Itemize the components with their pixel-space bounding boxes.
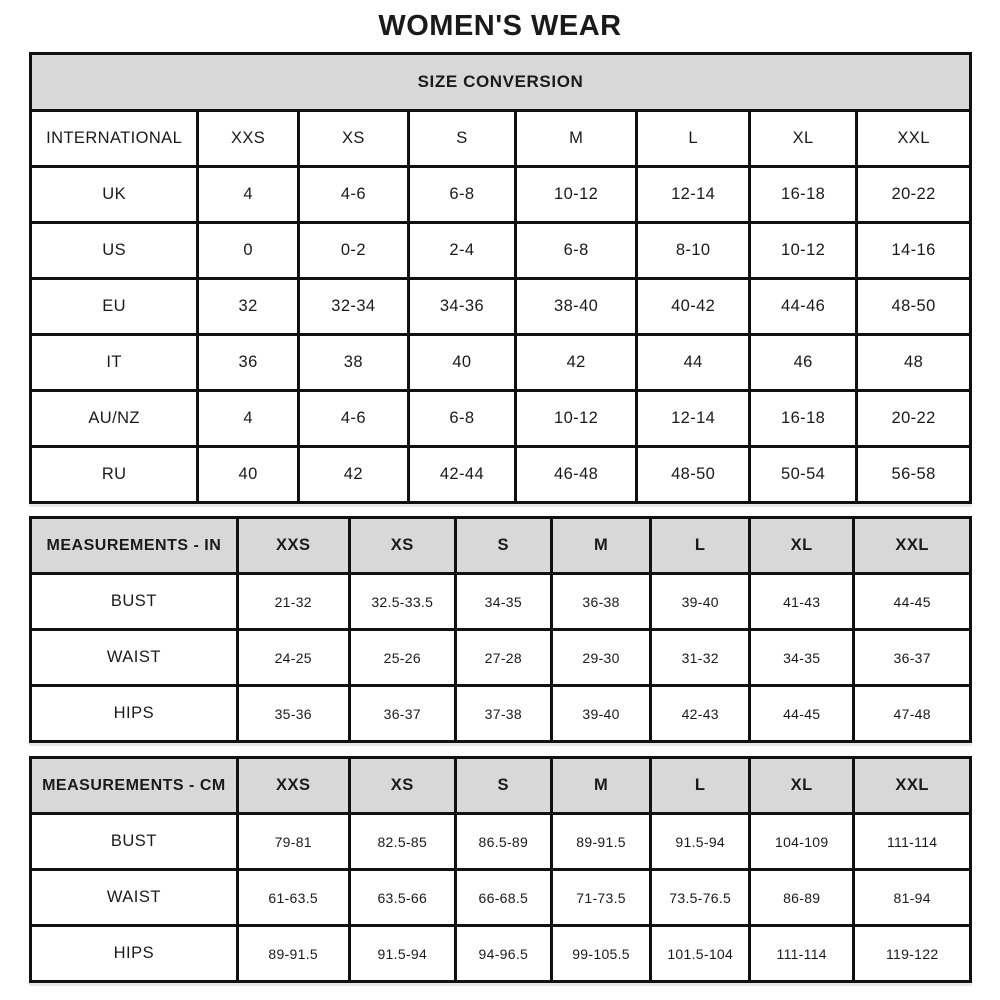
- measurements-in-column-header: MEASUREMENTS - IN: [31, 518, 238, 574]
- value-cell: 81-94: [854, 870, 971, 926]
- table-row: [31, 870, 971, 926]
- value-cell: 91.5-94: [651, 814, 750, 870]
- measurements-in-table: [29, 516, 972, 743]
- value-cell: 42: [298, 447, 408, 503]
- value-cell: 46: [750, 335, 857, 391]
- value-cell: 48: [857, 335, 971, 391]
- value-cell: 14-16: [857, 223, 971, 279]
- value-cell: 8-10: [637, 223, 750, 279]
- value-cell: 42: [516, 335, 637, 391]
- value-cell: 44: [637, 335, 750, 391]
- row-label: WAIST: [31, 630, 238, 686]
- size-column-header: XXL: [857, 111, 971, 167]
- row-label: US: [31, 223, 198, 279]
- value-cell: 86.5-89: [455, 814, 551, 870]
- value-cell: 32-34: [298, 279, 408, 335]
- size-conversion-banner: SIZE CONVERSION: [31, 54, 971, 111]
- measurements-cm-column-header: XXL: [854, 758, 971, 814]
- value-cell: 99-105.5: [551, 926, 651, 982]
- row-label: UK: [31, 167, 198, 223]
- value-cell: 94-96.5: [455, 926, 551, 982]
- measurements-cm-column-header: XS: [349, 758, 455, 814]
- size-conversion-header-row: [31, 111, 971, 167]
- row-label: HIPS: [31, 686, 238, 742]
- size-column-header: S: [408, 111, 515, 167]
- value-cell: 40: [408, 335, 515, 391]
- measurements-cm-column-header: S: [455, 758, 551, 814]
- value-cell: 12-14: [637, 391, 750, 447]
- value-cell: 79-81: [237, 814, 349, 870]
- value-cell: 41-43: [750, 574, 854, 630]
- table-row: [31, 223, 971, 279]
- measurements-cm-column-header: XL: [750, 758, 854, 814]
- measurements-in-column-header: S: [455, 518, 551, 574]
- value-cell: 89-91.5: [551, 814, 651, 870]
- measurements-cm-column-header: L: [651, 758, 750, 814]
- value-cell: 10-12: [750, 223, 857, 279]
- value-cell: 48-50: [637, 447, 750, 503]
- value-cell: 21-32: [237, 574, 349, 630]
- measurements-cm-column-header: M: [551, 758, 651, 814]
- value-cell: 32: [198, 279, 299, 335]
- size-column-header: M: [516, 111, 637, 167]
- value-cell: 31-32: [651, 630, 750, 686]
- value-cell: 20-22: [857, 167, 971, 223]
- value-cell: 82.5-85: [349, 814, 455, 870]
- value-cell: 34-35: [750, 630, 854, 686]
- value-cell: 36-37: [854, 630, 971, 686]
- row-label: RU: [31, 447, 198, 503]
- measurements-cm-table: [29, 756, 972, 983]
- size-column-header: XXS: [198, 111, 299, 167]
- size-column-header: L: [637, 111, 750, 167]
- measurements-in-column-header: M: [551, 518, 651, 574]
- table-row: [31, 574, 971, 630]
- page-title: WOMEN'S WEAR: [378, 10, 622, 42]
- value-cell: 119-122: [854, 926, 971, 982]
- measurements-in-column-header: XXL: [854, 518, 971, 574]
- row-label: BUST: [31, 574, 238, 630]
- value-cell: 111-114: [750, 926, 854, 982]
- value-cell: 4: [198, 167, 299, 223]
- value-cell: 4: [198, 391, 299, 447]
- value-cell: 2-4: [408, 223, 515, 279]
- table-row: [31, 335, 971, 391]
- value-cell: 66-68.5: [455, 870, 551, 926]
- table-row: [31, 279, 971, 335]
- value-cell: 63.5-66: [349, 870, 455, 926]
- table-row: [31, 630, 971, 686]
- measurements-in-column-header: XL: [750, 518, 854, 574]
- value-cell: 42-43: [651, 686, 750, 742]
- value-cell: 38: [298, 335, 408, 391]
- value-cell: 27-28: [455, 630, 551, 686]
- row-label: EU: [31, 279, 198, 335]
- value-cell: 42-44: [408, 447, 515, 503]
- value-cell: 4-6: [298, 167, 408, 223]
- table-row: [31, 814, 971, 870]
- size-column-header: XL: [750, 111, 857, 167]
- table-row: [31, 167, 971, 223]
- value-cell: 4-6: [298, 391, 408, 447]
- value-cell: 91.5-94: [349, 926, 455, 982]
- value-cell: 104-109: [750, 814, 854, 870]
- measurements-cm-header-row: [31, 758, 971, 814]
- value-cell: 44-45: [750, 686, 854, 742]
- value-cell: 10-12: [516, 391, 637, 447]
- value-cell: 16-18: [750, 167, 857, 223]
- value-cell: 36: [198, 335, 299, 391]
- value-cell: 101.5-104: [651, 926, 750, 982]
- value-cell: 56-58: [857, 447, 971, 503]
- row-label: HIPS: [31, 926, 238, 982]
- table-row: [31, 926, 971, 982]
- table-row: [31, 686, 971, 742]
- value-cell: 0: [198, 223, 299, 279]
- value-cell: 10-12: [516, 167, 637, 223]
- value-cell: 40: [198, 447, 299, 503]
- value-cell: 0-2: [298, 223, 408, 279]
- value-cell: 6-8: [516, 223, 637, 279]
- value-cell: 32.5-33.5: [349, 574, 455, 630]
- value-cell: 50-54: [750, 447, 857, 503]
- measurements-in-column-header: L: [651, 518, 750, 574]
- table-row: [31, 391, 971, 447]
- value-cell: 48-50: [857, 279, 971, 335]
- measurements-cm-column-header: MEASUREMENTS - CM: [31, 758, 238, 814]
- value-cell: 36-38: [551, 574, 651, 630]
- size-conversion-banner-row: [31, 54, 971, 111]
- value-cell: 89-91.5: [237, 926, 349, 982]
- value-cell: 111-114: [854, 814, 971, 870]
- value-cell: 44-45: [854, 574, 971, 630]
- value-cell: 71-73.5: [551, 870, 651, 926]
- value-cell: 39-40: [651, 574, 750, 630]
- value-cell: 25-26: [349, 630, 455, 686]
- measurements-in-column-header: XXS: [237, 518, 349, 574]
- row-label: IT: [31, 335, 198, 391]
- value-cell: 34-36: [408, 279, 515, 335]
- value-cell: 73.5-76.5: [651, 870, 750, 926]
- value-cell: 12-14: [637, 167, 750, 223]
- value-cell: 44-46: [750, 279, 857, 335]
- value-cell: 24-25: [237, 630, 349, 686]
- value-cell: 35-36: [237, 686, 349, 742]
- value-cell: 29-30: [551, 630, 651, 686]
- measurements-in-header-row: [31, 518, 971, 574]
- value-cell: 34-35: [455, 574, 551, 630]
- value-cell: 38-40: [516, 279, 637, 335]
- measurements-in-column-header: XS: [349, 518, 455, 574]
- row-label: WAIST: [31, 870, 238, 926]
- row-label: AU/NZ: [31, 391, 198, 447]
- value-cell: 86-89: [750, 870, 854, 926]
- value-cell: 46-48: [516, 447, 637, 503]
- value-cell: 36-37: [349, 686, 455, 742]
- table-row: [31, 447, 971, 503]
- value-cell: 6-8: [408, 391, 515, 447]
- value-cell: 37-38: [455, 686, 551, 742]
- measurements-cm-column-header: XXS: [237, 758, 349, 814]
- value-cell: 20-22: [857, 391, 971, 447]
- measurements-in-body: [31, 574, 971, 742]
- value-cell: 61-63.5: [237, 870, 349, 926]
- value-cell: 39-40: [551, 686, 651, 742]
- size-conversion-table: [29, 52, 972, 504]
- size-column-header: INTERNATIONAL: [31, 111, 198, 167]
- size-column-header: XS: [298, 111, 408, 167]
- value-cell: 40-42: [637, 279, 750, 335]
- value-cell: 6-8: [408, 167, 515, 223]
- size-conversion-body: [31, 167, 971, 503]
- value-cell: 47-48: [854, 686, 971, 742]
- measurements-cm-body: [31, 814, 971, 982]
- tables-container: [29, 52, 972, 983]
- row-label: BUST: [31, 814, 238, 870]
- value-cell: 16-18: [750, 391, 857, 447]
